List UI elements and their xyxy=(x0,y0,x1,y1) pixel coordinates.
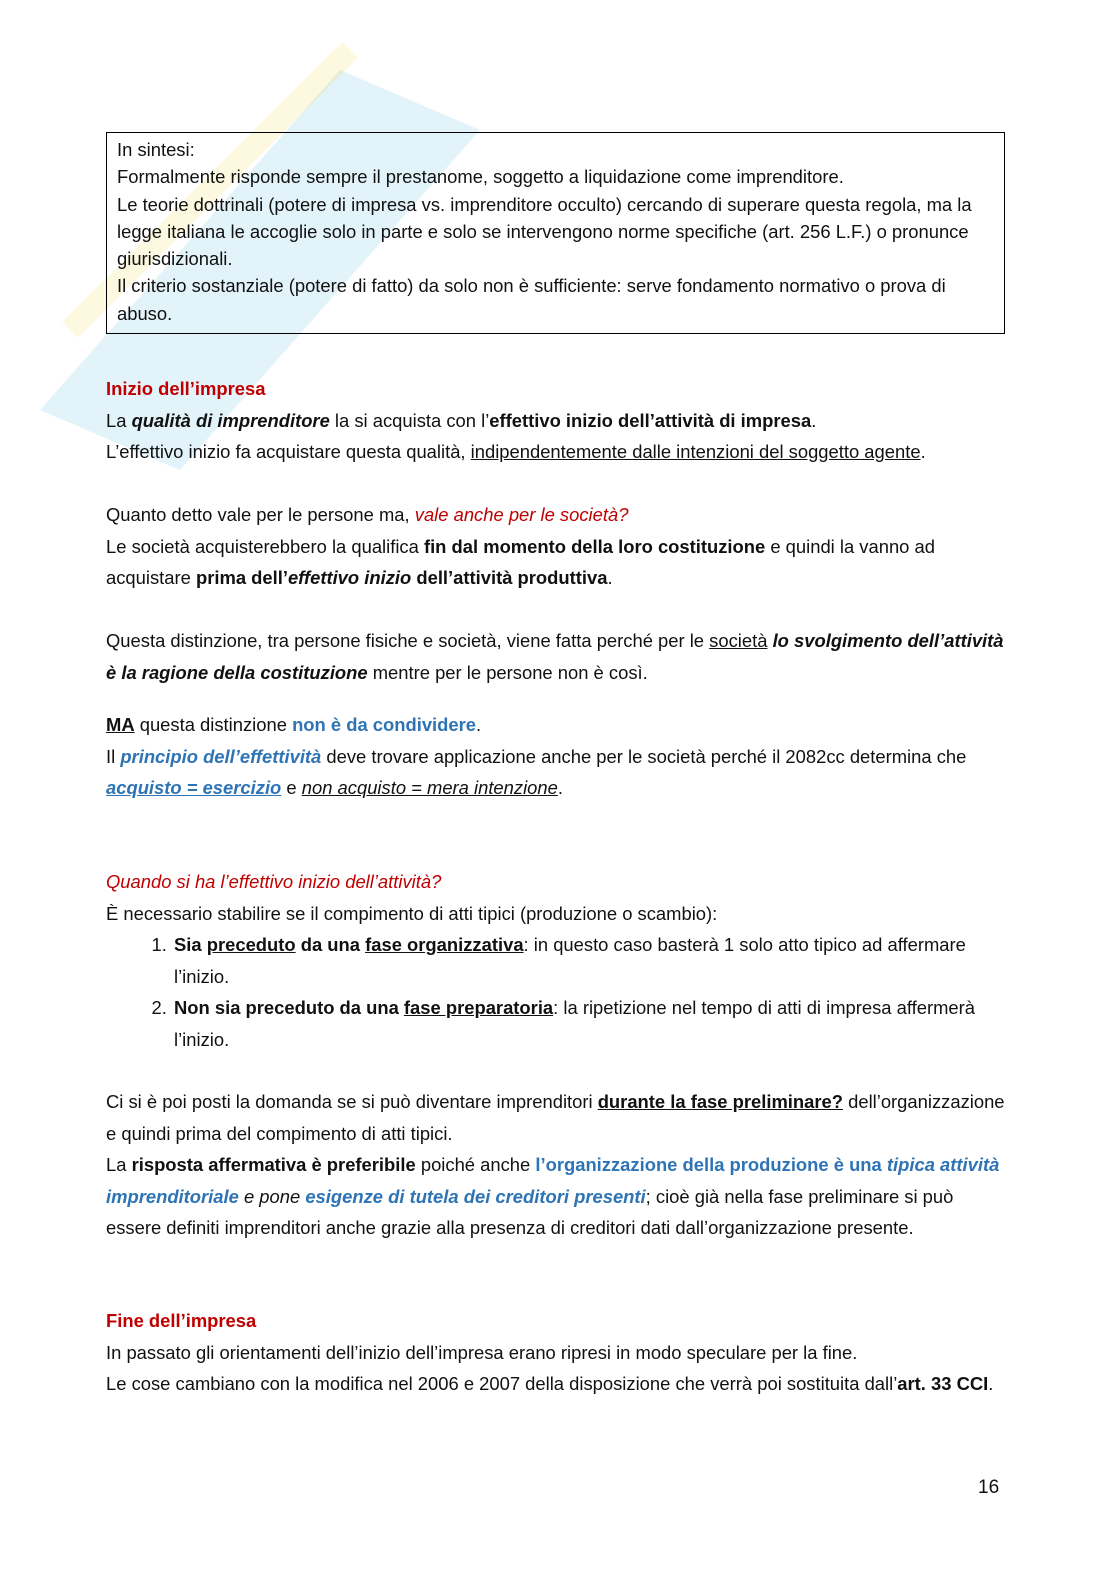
paragraph: Il principio dell’effettività deve trovare applicazione anche per le società perché il 2082cc determina che acquisto = esercizio e non acquisto = mera intenzione. xyxy=(106,745,967,798)
paragraph: In passato gli orientamenti dell’inizio dell’impresa erano ripresi in modo speculare per la fine. xyxy=(106,1341,858,1363)
paragraph: L’effettivo inizio fa acquistare questa qualità, indipendentemente dalle intenzioni del soggetto agente. xyxy=(106,441,926,462)
list-item: 2. Non sia preceduto da una fase preparatoria: la ripetizione nel tempo di atti di impresa affermerà l’inizio. xyxy=(172,992,1006,1055)
paragraph: La qualità di imprenditore la si acquista con l’effettivo inizio dell’attività di impresa. xyxy=(106,409,817,431)
section-heading: Inizio dell’impresa xyxy=(106,378,266,399)
paragraph: Questa distinzione, tra persone fisiche e società, viene fatta perché per le società lo svolgimento dell’attività è la ragione della costituzione mentre per le persone non è così. xyxy=(106,630,1004,683)
paragraph: Quanto detto vale per le persone ma, vale anche per le società? xyxy=(106,504,629,525)
section-preliminare xyxy=(106,1086,1006,1244)
summary-box xyxy=(106,132,1005,334)
section-heading: Fine dell’impresa xyxy=(106,1310,257,1331)
page-number: 16 xyxy=(978,1477,1000,1498)
summary-line: Le teorie dottrinali (potere di impresa vs. imprenditore occulto) cercando di superare questa regola, ma la legge italiana le accoglie solo in parte e solo se intervengono norme specifiche (art. 256 L.F.) o pronunce giurisdizionali. xyxy=(117,193,972,270)
paragraph: La risposta affermativa è preferibile poiché anche l’organizzazione della produzione è una tipica attività imprenditoriale e pone esigenze di tutela dei creditori presenti; cioè già nella fase preliminare si può essere definiti imprenditori anche grazie alla presenza di creditori dati dall’organizzazione presente. xyxy=(106,1154,1000,1238)
paragraph: È necessario stabilire se il compimento di atti tipici (produzione o scambio): xyxy=(106,902,718,924)
section-question: Quando si ha l’effettivo inizio dell’attività? xyxy=(106,871,442,892)
numbered-list xyxy=(106,929,1006,1055)
paragraph: Le cose cambiano con la modifica nel 2006 e 2007 della disposizione che verrà poi sostituita dall’art. 33 CCI. xyxy=(106,1373,994,1394)
section-fine xyxy=(106,1305,1006,1400)
summary-line: In sintesi: xyxy=(117,139,195,160)
list-item: 1. Sia preceduto da una fase organizzativa: in questo caso basterà 1 solo atto tipico ad affermare l’inizio. xyxy=(172,929,1006,992)
section-inizio xyxy=(106,373,1006,804)
paragraph: MA questa distinzione non è da condividere. xyxy=(106,714,482,735)
summary-line: Formalmente risponde sempre il prestanome, soggetto a liquidazione come imprenditore. xyxy=(117,166,844,188)
section-quando xyxy=(106,866,1006,1055)
paragraph: Le società acquisterebbero la qualifica fin dal momento della loro costituzione e quindi la vanno ad acquistare prima dell’effettivo inizio dell’attività produttiva. xyxy=(106,535,935,588)
paragraph: Ci si è poi posti la domanda se si può diventare imprenditori durante la fase preliminare? dell’organizzazione e quindi prima del compimento di atti tipici. xyxy=(106,1091,1005,1144)
summary-line: Il criterio sostanziale (potere di fatto) da solo non è sufficiente: serve fondamento normativo o prova di abuso. xyxy=(117,275,946,324)
